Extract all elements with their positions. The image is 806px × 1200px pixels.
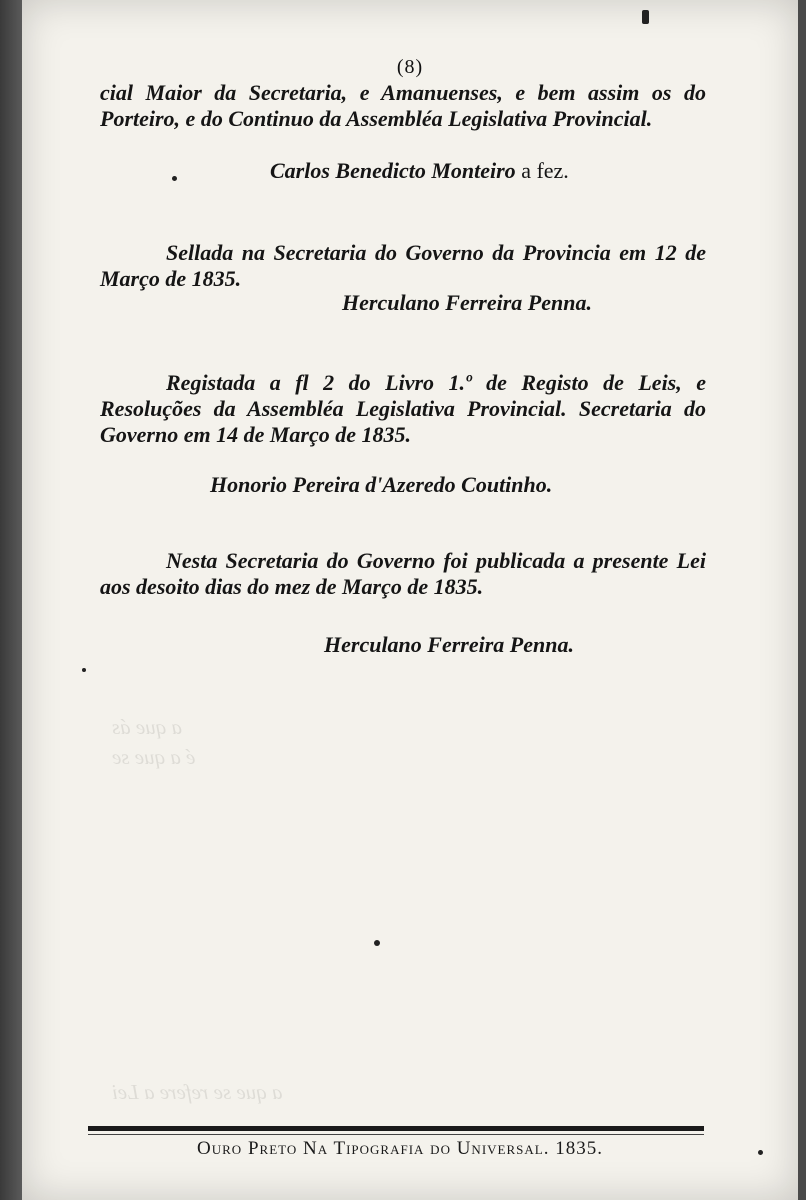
paragraph-published: Nesta Secretaria do Governo foi publicada a presente Lei aos desoito dias do mez de Março de 1835.: [100, 548, 706, 599]
paragraph-continuation: cial Maior da Secretaria, e Amanuenses, e bem assim os do Porteiro, e do Continuo da Assembléa Legislativa Provincial.: [100, 80, 706, 131]
signature-scribe-suffix: a fez.: [515, 158, 569, 183]
bleed-through-text: a que ás: [112, 715, 182, 739]
signature-herculano-2: Herculano Ferreira Penna.: [324, 632, 574, 657]
signature-scribe-name: Carlos Benedicto Monteiro: [270, 158, 516, 183]
ink-speck: [374, 940, 380, 946]
footer-rule-thin: [88, 1134, 704, 1135]
printer-imprint: Ouro Preto Na Tipografia do Universal. 1835.: [197, 1138, 603, 1159]
ink-speck: [642, 10, 649, 24]
page-edge-right: [798, 0, 806, 1200]
ink-speck: [82, 668, 86, 672]
footer-rule-thick: [88, 1126, 704, 1131]
page-number: (8): [396, 56, 424, 78]
paragraph-registered: Registada a fl 2 do Livro 1.º de Registo de Leis, e Resoluções da Assembléa Legislativa Provincial. Secretaria do Governo em 14 de Março de 1835.: [100, 370, 706, 447]
page-edge-left: [0, 0, 22, 1200]
bleed-through-text: a que se refere a Lei: [112, 1080, 283, 1104]
signature-herculano-1: Herculano Ferreira Penna.: [342, 290, 592, 315]
ink-speck: [758, 1150, 763, 1155]
paragraph-sealed: Sellada na Secretaria do Governo da Provincia em 12 de Março de 1835.: [100, 240, 706, 291]
signature-scribe: [270, 158, 569, 184]
document-page: [22, 0, 798, 1200]
ink-speck: [172, 176, 177, 181]
signature-honorio: Honorio Pereira d'Azeredo Coutinho.: [210, 472, 553, 497]
bleed-through-text: é a que se: [112, 745, 196, 769]
